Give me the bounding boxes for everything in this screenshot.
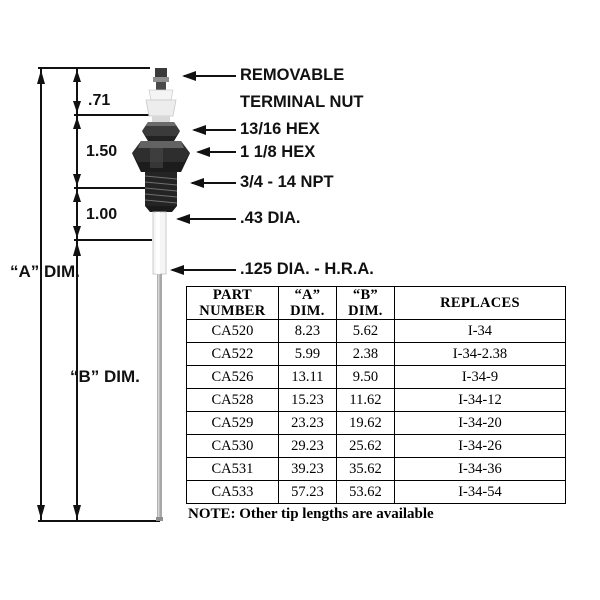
cell-a: 57.23: [278, 481, 336, 504]
table-row: [187, 389, 566, 412]
dimension-b: “B” DIM.: [70, 367, 140, 386]
table-header-a-dim: [278, 287, 336, 320]
cell-part: CA528: [187, 389, 279, 412]
specification-table: [186, 286, 566, 504]
cell-b: 11.62: [336, 389, 394, 412]
cell-replaces: I-34-12: [394, 389, 565, 412]
cell-a: 15.23: [278, 389, 336, 412]
table-header-replaces: REPLACES: [394, 287, 565, 320]
table-header-b-dim-line1: “B”: [352, 287, 378, 303]
cell-replaces: I-34-20: [394, 412, 565, 435]
cell-part: CA530: [187, 435, 279, 458]
dimension-0.71: .71: [88, 92, 111, 109]
table-header-b-dim-line2: DIM.: [348, 303, 383, 320]
callout-removable-terminal-nut-line1: REMOVABLE: [240, 66, 345, 84]
cell-part: CA520: [187, 320, 279, 343]
callout-1-1-8-hex: 1 1/8 HEX: [240, 143, 316, 161]
cell-a: 8.23: [278, 320, 336, 343]
table-header-a-dim-line2: DIM.: [290, 303, 325, 320]
table-header-a-dim-line1: “A”: [294, 287, 321, 303]
table-row: [187, 343, 566, 366]
callout-removable-terminal-nut-line2: TERMINAL NUT: [240, 93, 364, 111]
table-header-b-dim: [336, 287, 394, 320]
cell-replaces: I-34: [394, 320, 565, 343]
table-row: [187, 481, 566, 504]
table-note: NOTE: Other tip lengths are available: [188, 506, 434, 522]
cell-a: 23.23: [278, 412, 336, 435]
cell-part: CA529: [187, 412, 279, 435]
cell-b: 19.62: [336, 412, 394, 435]
callout-3-4-14-npt: 3/4 - 14 NPT: [240, 173, 334, 191]
cell-part: CA533: [187, 481, 279, 504]
dimension-1.50: 1.50: [86, 143, 118, 160]
cell-b: 35.62: [336, 458, 394, 481]
table-header-part-number-line2: NUMBER: [199, 303, 266, 320]
table-row: [187, 320, 566, 343]
cell-part: CA531: [187, 458, 279, 481]
callout-13-16-hex: 13/16 HEX: [240, 120, 320, 138]
callout-0.43-dia: .43 DIA.: [240, 209, 301, 227]
cell-part: CA526: [187, 366, 279, 389]
table-row: [187, 412, 566, 435]
cell-replaces: I-34-9: [394, 366, 565, 389]
cell-replaces: I-34-2.38: [394, 343, 565, 366]
cell-replaces: I-34-54: [394, 481, 565, 504]
table-row: [187, 435, 566, 458]
table-header-row: [187, 287, 566, 320]
cell-replaces: I-34-26: [394, 435, 565, 458]
dimension-1.00: 1.00: [86, 206, 118, 223]
cell-b: 53.62: [336, 481, 394, 504]
cell-b: 25.62: [336, 435, 394, 458]
dimension-a: “A” DIM.: [10, 262, 80, 281]
cell-a: 39.23: [278, 458, 336, 481]
cell-part: CA522: [187, 343, 279, 366]
cell-b: 2.38: [336, 343, 394, 366]
cell-b: 5.62: [336, 320, 394, 343]
table-row: [187, 458, 566, 481]
table-header-part-number-line1: PART: [212, 287, 252, 303]
cell-a: 5.99: [278, 343, 336, 366]
cell-b: 9.50: [336, 366, 394, 389]
cell-a: 13.11: [278, 366, 336, 389]
cell-replaces: I-34-36: [394, 458, 565, 481]
callout-0.125-dia-hra: .125 DIA. - H.R.A.: [240, 260, 374, 278]
cell-a: 29.23: [278, 435, 336, 458]
table-header-part-number: [187, 287, 279, 320]
table-row: [187, 366, 566, 389]
